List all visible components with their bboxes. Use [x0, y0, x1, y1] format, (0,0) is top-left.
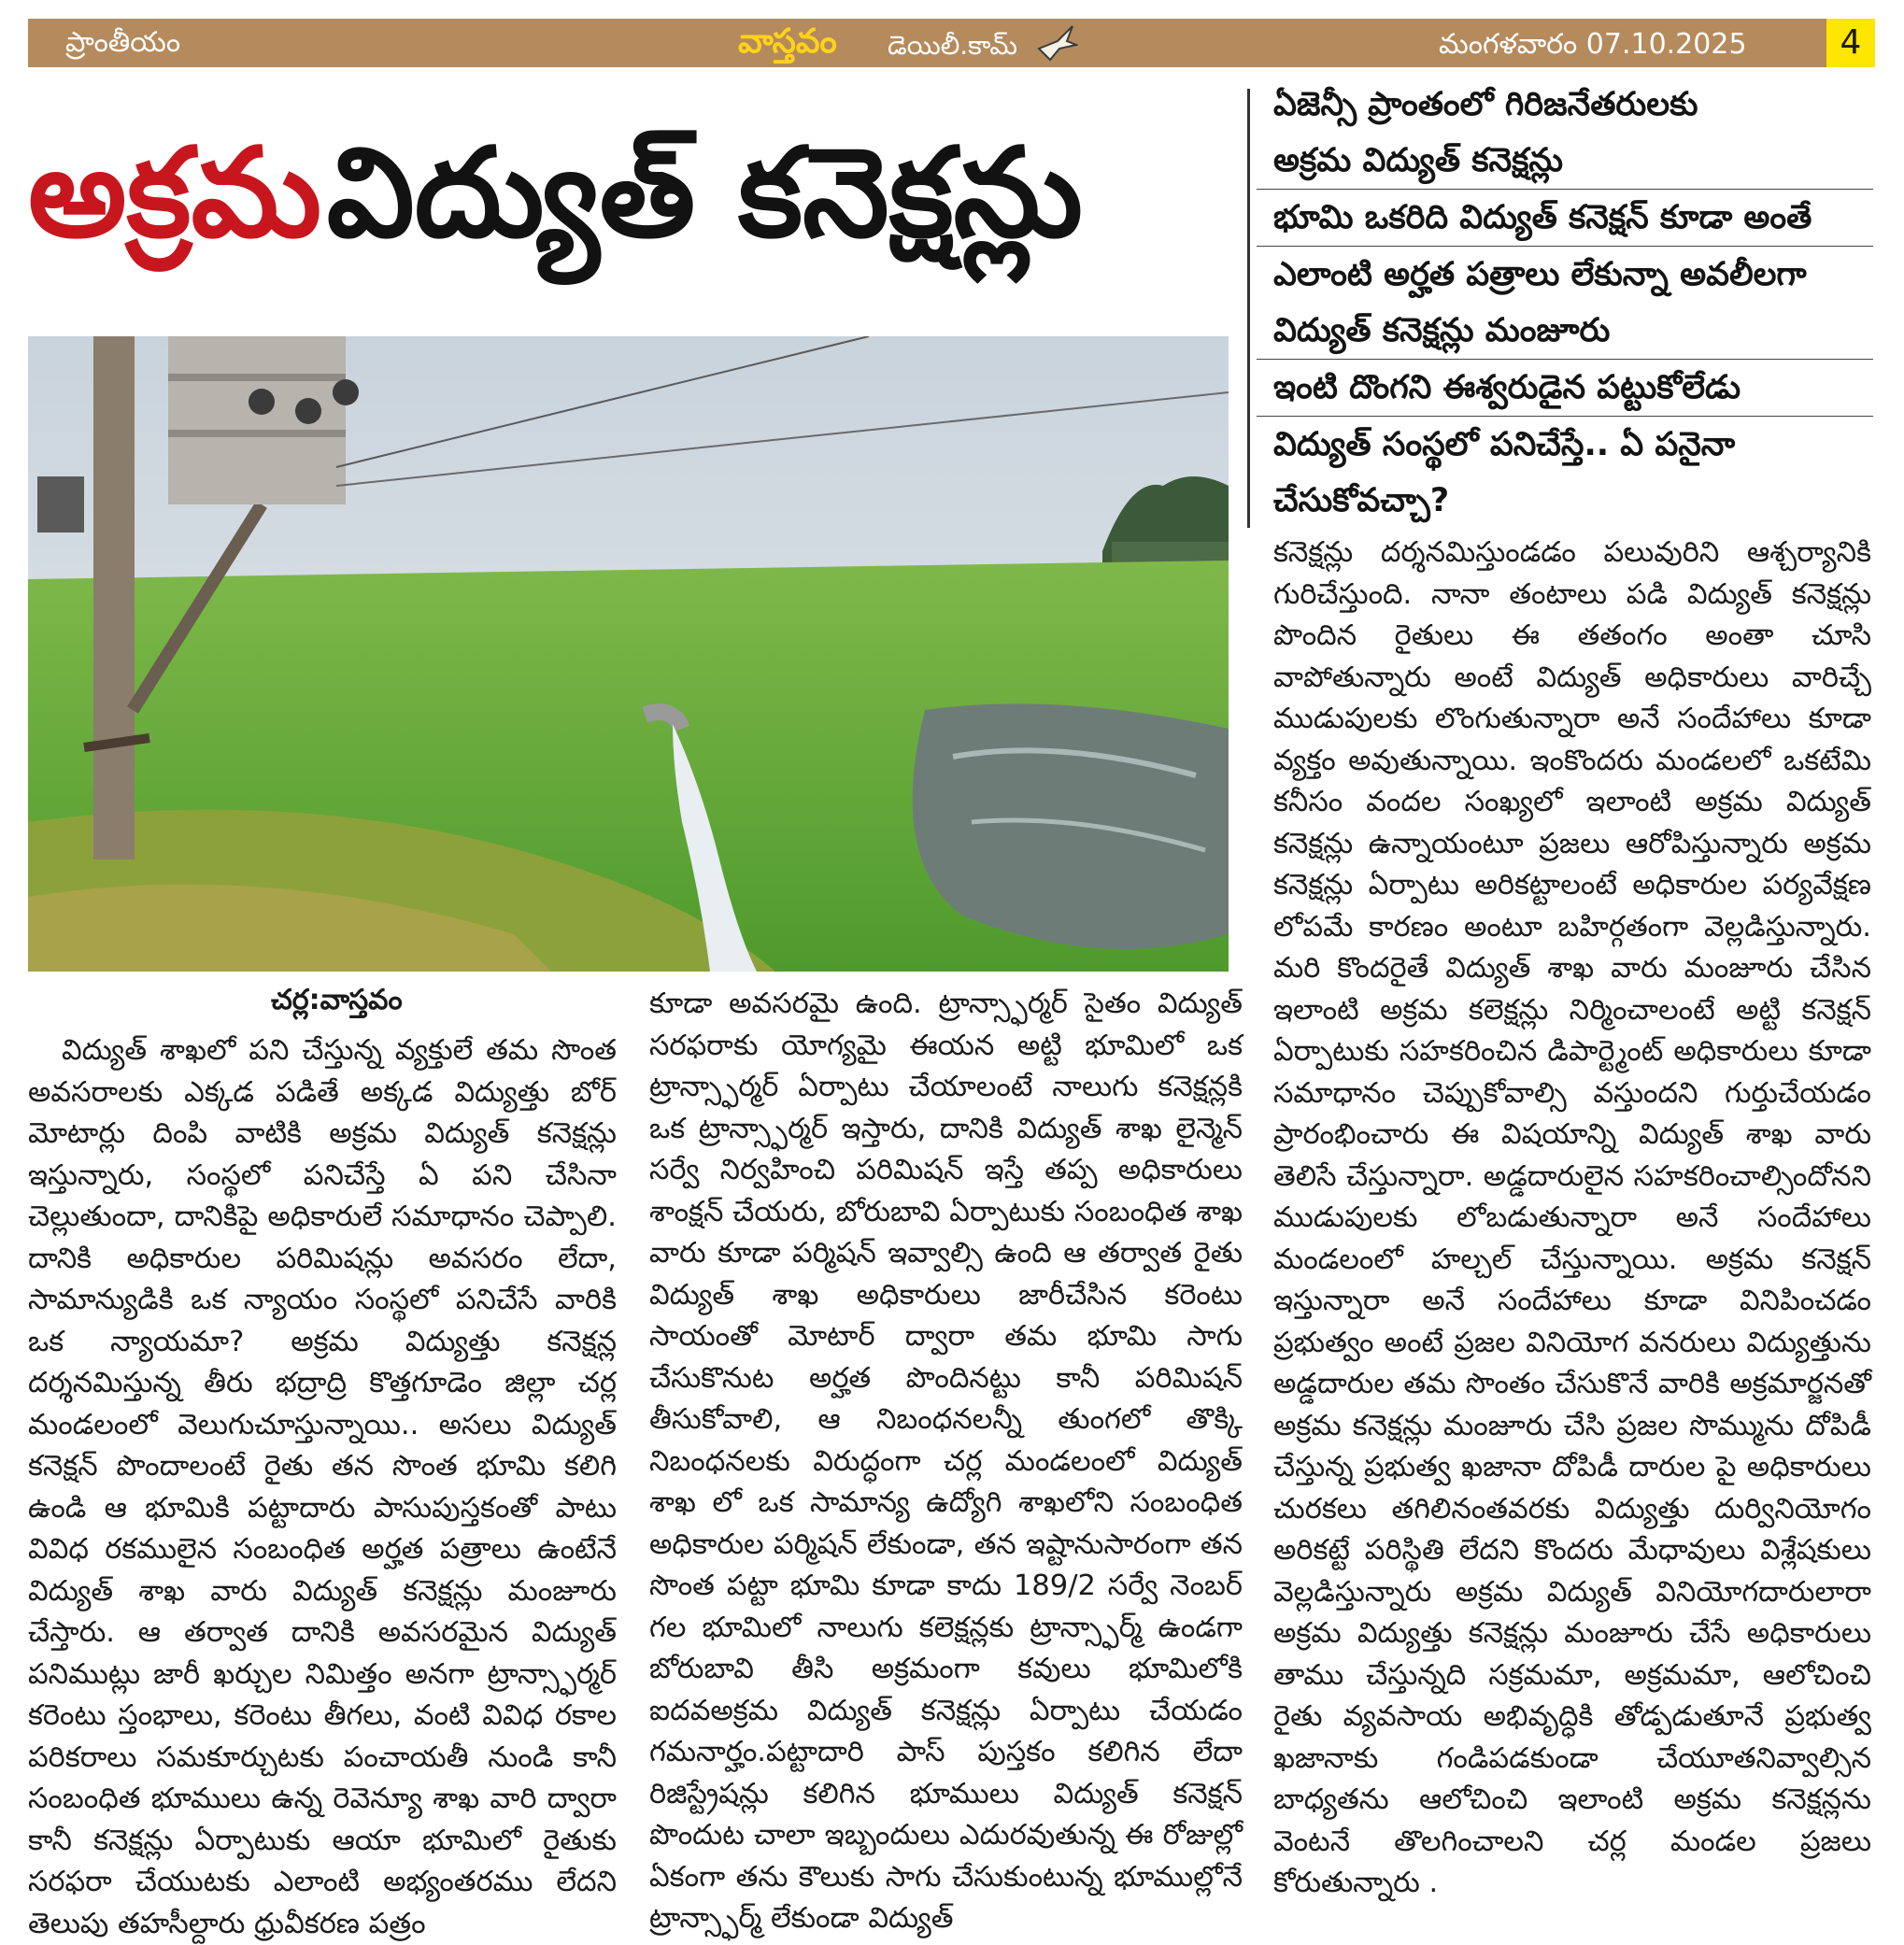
page-number: 4 — [1826, 19, 1875, 67]
highlight-line: చేసుకోవచ్చా? — [1273, 482, 1450, 519]
headline-red: అక్రమ — [28, 121, 322, 265]
highlight-line: విద్యుత్ కనెక్షన్లు మంజూరు — [1257, 303, 1873, 360]
article-column-2: కూడా అవసరమై ఉంది. ట్రాన్స్ఫార్మర్ సైతం విద్యుత్ సరఫరాకు యోగ్యమై ఈయన అట్టి భూమిలో ఒక ట్రాన్స్ఫార్మర్ ఏర్పాటు చేయాలంటే నాలుగు కనెక్షన్లకి ఒక ట్రాన్స్ఫార్మర్ ఇస్తారు, దానికి విద్యుత్ శాఖ లైన్మెన్ సర్వే నిర్వహించి పరిమిషన్ ఇస్తే తప్ప అధికారులు శాంక్షన్ చేయరు, బోరుబావి ఏర్పాటుకు సంబంధిత శాఖ వారు కూడా పర్మిషన్ ఇవ్వాల్సి ఉంది ఆ తర్వాత రైతు విద్యుత్ శాఖ అధికారులు జారీచేసిన కరెంటు సాయంతో మోటార్ ద్వారా తమ భూమి సాగు చేసుకొనుట అర్హత పొందినట్టు కానీ పరిమిషన్ తీసుకోవాలి, ఆ నిబంధనలన్నీ తుంగలో తొక్కి నిబంధనలకు విరుద్ధంగా చర్ల మండలంలో విద్యుత్ శాఖ లో ఒక సామాన్య ఉద్యోగి శాఖలోని సంబంధిత అధికారుల పర్మిషన్ లేకుండా, తన ఇష్టానుసారంగా తన సొంత పట్టా భూమి కూడా కాదు 189/2 సర్వే నెంబర్ గల భూమిలో నాలుగు కలెక్షన్లకు ట్రాన్స్ఫార్మ్ ఉండగా బోరుబావి తీసి అక్రమంగా కవులు భూమిలోకి ఐదవఅక్రమ విద్యుత్ కనెక్షన్లు ఏర్పాటు చేయడం గమనార్హం.పట్టాదారి పాస్ పుస్తకం కలిగిన లేదా రిజిస్ట్రేషన్లు కలిగిన భూములు విద్యుత్ కనెక్షన్ పొందుట చాలా ఇబ్బందులు ఎదురవుతున్న ఈ రోజుల్లో ఏకంగా తను కౌలుకు సాగు చేసుకుంటున్న భూముల్లోనే ట్రాన్స్ఫార్మ్ లేకుండా విద్యుత్ — [649, 987, 1243, 1935]
masthead-bar — [28, 19, 1854, 67]
highlight-line: అక్రమ విద్యుత్ కనెక్షన్లు — [1257, 133, 1873, 190]
brand-suffix: డెయిలీ.కామ్ — [888, 30, 1018, 61]
highlights — [1257, 77, 1873, 529]
highlight-line: ఇంటి దొంగని ఈశ్వరుడైన పట్టుకోలేడు — [1257, 360, 1873, 417]
highlight-line: ఏజెన్సీ ప్రాంతంలో గిరిజనేతరులకు — [1273, 86, 1698, 123]
section-label: ప్రాంతీయం — [65, 26, 181, 59]
bullet-divider — [1247, 89, 1250, 528]
article-column-3: కనెక్షన్లు దర్శనమిస్తుండడం పలువురిని ఆశ్చర్యానికి గురిచేస్తుంది. నానా తంటాలు పడి విద్యుత్ కనెక్షన్లు పొందిన రైతులు ఈ తతంగం అంతా చూసి వాపోతున్నారు అంటే విద్యుత్ అధికారులు వారిచ్చే ముడుపులకు లొంగుతున్నారా అనే సందేహాలు కూడా వ్యక్తం అవుతున్నాయి. ఇంకొందరు మండలలో ఒకటేమి కనీసం వందల సంఖ్యలో ఇలాంటి అక్రమ విద్యుత్ కనెక్షన్లు ఉన్నాయంటూ ప్రజలు ఆరోపిస్తున్నారు అక్రమ కనెక్షన్లు ఏర్పాటు అరికట్టాలంటే అధికారుల పర్యవేక్షణ లోపమే కారణం అంటూ బహిర్గతంగా వెల్లడిస్తున్నారు. మరి కొందరైతే విద్యుత్ శాఖ వారు మంజూరు చేసిన ఇలాంటి అక్రమ కలెక్షన్లు నిర్మించాలంటే అట్టి కనెక్షన్ ఏర్పాటుకు సహకరించిన డిపార్ట్మెంట్ అధికారులు కూడా సమాధానం చెప్పుకోవాల్సి వస్తుందని గుర్తుచేయడం ప్రారంభించారు ఈ విషయాన్ని విద్యుత్ శాఖ వారు తెలిసే చేస్తున్నారా. అడ్డదారులైన సహకరించాల్సిందోనని ముడుపులకు లోబడుతున్నారా అనే సందేహాలు మండలంలో హల్చల్ చేస్తున్నాయి. అక్రమ కనెక్షన్ ఇస్తున్నారా అనే సందేహాలు కూడా వినిపించడం ప్రభుత్వం అంటే ప్రజల వినియోగ వనరులు విద్యుత్తును అడ్డదారుల తమ సొంతం చేసుకొనే వారికి అక్రమార్జనతో అక్రమ కనెక్షన్లు మంజూరు చేసి ప్రజల సొమ్మును దోపిడీ చేస్తున్న ప్రభుత్వ ఖజానా దోపిడీ దారుల పై అధికారులు చురకలు తగిలినంతవరకు విద్యుత్తు దుర్వినియోగం అరికట్టే పరిస్థితి లేదని కొందరు మేధావులు విశ్లేషకులు వెల్లడిస్తున్నారు అక్రమ విద్యుత్ వినియోగదారులారా అక్రమ విద్యుత్తు కనెక్షన్లు మంజూరు చేసే అధికారులు తాము చేస్తున్నది సక్రమమా, అక్రమమా, ఆలోచించి రైతు వ్యవసాయ అభివృద్ధికి తోడ్పడుతూనే ప్రభుత్వ ఖజానాకు గండిపడకుండా చేయూతనివ్వాల్సిన బాధ్యతను ఆలోచించి ఇలాంటి అక్రమ కనెక్షన్లను వెంటనే తొలగించాలని చర్ల మండల ప్రజలు కోరుతున్నారు . — [1273, 536, 1871, 1899]
field-transformer-photo — [28, 336, 1229, 972]
highlight-line: భూమి ఒకరిది విద్యుత్ కనెక్షన్ కూడా అంతే — [1257, 190, 1873, 247]
headline — [28, 121, 1243, 295]
dateline: చర్ల:వాస్తవం — [271, 984, 403, 1016]
headline-black: విద్యుత్ కనెక్షన్లు — [326, 121, 1083, 265]
issue-date: మంగళవారం 07.10.2025 — [1439, 28, 1747, 61]
bird-logo-icon — [1035, 21, 1078, 67]
highlight-line: విద్యుత్ సంస్థలో పనిచేస్తే.. ఏ పనైనా — [1273, 426, 1736, 463]
brand-name: వాస్తవం — [738, 22, 837, 61]
article-column-1: విద్యుత్ శాఖలో పని చేస్తున్న వ్యక్తులే తమ సొంత అవసరాలకు ఎక్కడ పడితే అక్కడ విద్యుత్తు బోర్ మోటార్లు దింపి వాటికి అక్రమ విద్యుత్ కనెక్షన్లు ఇస్తున్నారు, సంస్థలో పనిచేస్తే ఏ పని చేసినా చెల్లుతుందా, దానికిపై అధికారులే సమాధానం చెప్పాలి. దానికి అధికారుల పరిమిషన్లు అవసరం లేదా, సామాన్యుడికి ఒక న్యాయం సంస్థలో పనిచేసే వారికి ఒక న్యాయమా? అక్రమ విద్యుత్తు కనెక్షన్ల దర్శనమిస్తున్న తీరు భద్రాద్రి కొత్తగూడెం జిల్లా చర్ల మండలంలో వెలుగుచూస్తున్నాయి.. అసలు విద్యుత్ కనెక్షన్ పొందాలంటే రైతు తన సొంత భూమి కలిగి ఉండి ఆ భూమికి పట్టాదారు పాసుపుస్తకంతో పాటు వివిధ రకములైన సంబంధిత అర్హత పత్రాలు ఉంటేనే విద్యుత్ శాఖ వారు విద్యుత్ కనెక్షన్లు మంజూరు చేస్తారు. ఆ తర్వాత దానికి అవసరమైన విద్యుత్ పనిముట్లు జారీ ఖర్చుల నిమిత్తం అనగా ట్రాన్స్ఫార్మర్ కరెంటు స్తంభాలు, కరెంటు తీగలు, వంటి వివిధ రకాల పరికరాలు సమకూర్చుటకు పంచాయతీ నుండి కానీ సంబంధిత భూములు ఉన్న రెవెన్యూ శాఖ వారి ద్వారా కానీ కనెక్షన్లు ఏర్పాటుకు ఆయా భూమిలో రైతుకు సరఫరా చేయుటకు ఎలాంటి అభ్యంతరము లేదని తెలుపు తహసీల్దారు ధ్రువీకరణ పత్రం — [28, 1034, 617, 1940]
highlight-line: ఎలాంటి అర్హత పత్రాలు లేకున్నా అవలీలగా — [1273, 256, 1807, 293]
